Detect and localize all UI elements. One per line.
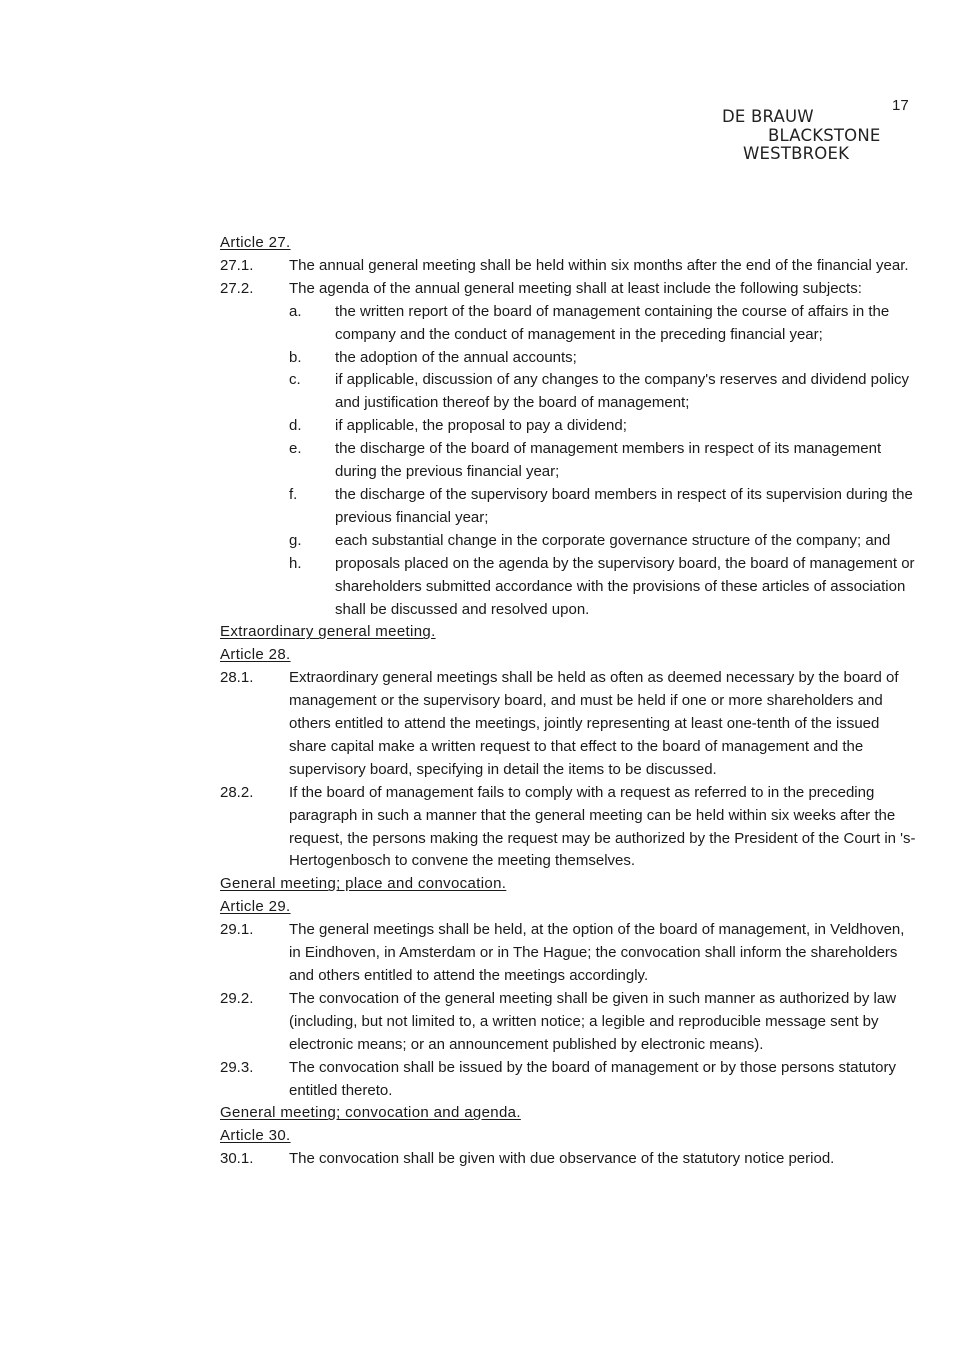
article-29-heading: Article 29. xyxy=(220,898,291,916)
paragraph-text: The general meetings shall be held, at the option of the board of management, in Veldhoven, in Eindhoven, in Amsterdam or in The Hague; the convocation shall inform the shareholders and others entitled to attend the meetings accordingly. xyxy=(289,921,905,984)
list-letter: a. xyxy=(289,302,302,320)
list-item xyxy=(289,369,920,415)
paragraph-number: 27.2. xyxy=(220,279,254,297)
list-item xyxy=(289,415,920,438)
paragraph-27-1 xyxy=(220,255,920,278)
section-heading-place-convocation: General meeting; place and convocation. xyxy=(220,875,507,893)
logo-line-3: WESTBROEK xyxy=(743,144,850,163)
list-letter: g. xyxy=(289,531,302,549)
paragraph-text: The annual general meeting shall be held within six months after the end of the financial year. xyxy=(289,256,909,274)
section-heading-convocation-agenda: General meeting; convocation and agenda. xyxy=(220,1104,521,1122)
page-number: 17 xyxy=(892,97,909,114)
paragraph-number: 29.2. xyxy=(220,989,254,1007)
list-letter: h. xyxy=(289,554,302,572)
list-item-text: each substantial change in the corporate governance structure of the company; and xyxy=(335,531,891,549)
list-item xyxy=(289,553,920,622)
paragraph-number: 27.1. xyxy=(220,256,254,274)
section-heading-extraordinary: Extraordinary general meeting. xyxy=(220,623,436,641)
list-item-text: the written report of the board of management containing the course of affairs in the company and the conduct of management in the preceding financial year; xyxy=(335,302,890,343)
logo-line-1: DE BRAUW xyxy=(722,107,814,126)
list-item xyxy=(289,301,920,347)
article-30-heading: Article 30. xyxy=(220,1127,291,1145)
paragraph-text: Extraordinary general meetings shall be held as often as deemed necessary by the board of management or the supervisory board, and must be held if one or more shareholders and others entitled to attend the meetings, jointly representing at least one-tenth of the issued share capital make a written request to that effect to the board of management and the supervisory board, specifying in detail the items to be discussed. xyxy=(289,669,899,778)
paragraph-text: The agenda of the annual general meeting shall at least include the following subjects: xyxy=(289,279,862,297)
list-item xyxy=(289,347,920,370)
list-item xyxy=(289,438,920,484)
list-item-text: if applicable, the proposal to pay a dividend; xyxy=(335,417,627,435)
paragraph-29-3 xyxy=(220,1057,920,1103)
paragraph-number: 29.1. xyxy=(220,921,254,939)
list-item-text: proposals placed on the agenda by the supervisory board, the board of management or shareholders submitted accordance with the provisions of these articles of association shall be discussed and resolved upon. xyxy=(335,554,915,618)
logo-line-2: BLACKSTONE xyxy=(768,125,881,145)
paragraph-27-2 xyxy=(220,278,920,622)
list-letter: c. xyxy=(289,371,301,389)
paragraph-29-1 xyxy=(220,919,920,988)
list-item-text: if applicable, discussion of any changes to the company's reserves and dividend policy and justification thereof by the board of management; xyxy=(335,371,910,412)
list-letter: f. xyxy=(289,485,298,503)
list-letter: b. xyxy=(289,348,302,366)
list-item xyxy=(289,530,920,553)
paragraph-text: If the board of management fails to comply with a request as referred to in the preceding paragraph in such a manner that the general meeting can be held within six weeks after the request, the persons making the request may be authorized by the President of the Court in 's-Hertogenbosch to convene the meeting themselves. xyxy=(289,783,916,870)
paragraph-number: 28.2. xyxy=(220,783,254,801)
paragraph-number: 28.1. xyxy=(220,669,254,687)
paragraph-28-1 xyxy=(220,667,920,782)
paragraph-28-2 xyxy=(220,782,920,874)
paragraph-number: 30.1. xyxy=(220,1150,254,1168)
paragraph-text: The convocation shall be issued by the board of management or by those persons statutory entitled thereto. xyxy=(289,1058,897,1099)
list-letter: d. xyxy=(289,417,302,435)
article-27-heading: Article 27. xyxy=(220,234,291,251)
list-item-text: the discharge of the board of management members in respect of its management during the previous financial year; xyxy=(335,440,882,481)
document-body xyxy=(220,232,920,1171)
paragraph-text: The convocation of the general meeting shall be given in such manner as authorized by law (including, but not limited to, a written notice; a legible and reproducible message sent by electronic means; or an announcement published by electronic means). xyxy=(289,989,897,1053)
paragraph-29-2 xyxy=(220,988,920,1057)
list-item-text: the discharge of the supervisory board members in respect of its supervision during the previous financial year; xyxy=(335,485,913,526)
list-item-text: the adoption of the annual accounts; xyxy=(335,348,577,366)
list-item xyxy=(289,484,920,530)
paragraph-30-1 xyxy=(220,1148,920,1171)
paragraph-number: 29.3. xyxy=(220,1058,254,1076)
article-28-heading: Article 28. xyxy=(220,646,291,664)
firm-logo xyxy=(722,108,881,164)
paragraph-text: The convocation shall be given with due observance of the statutory notice period. xyxy=(289,1150,835,1168)
list-letter: e. xyxy=(289,440,302,458)
